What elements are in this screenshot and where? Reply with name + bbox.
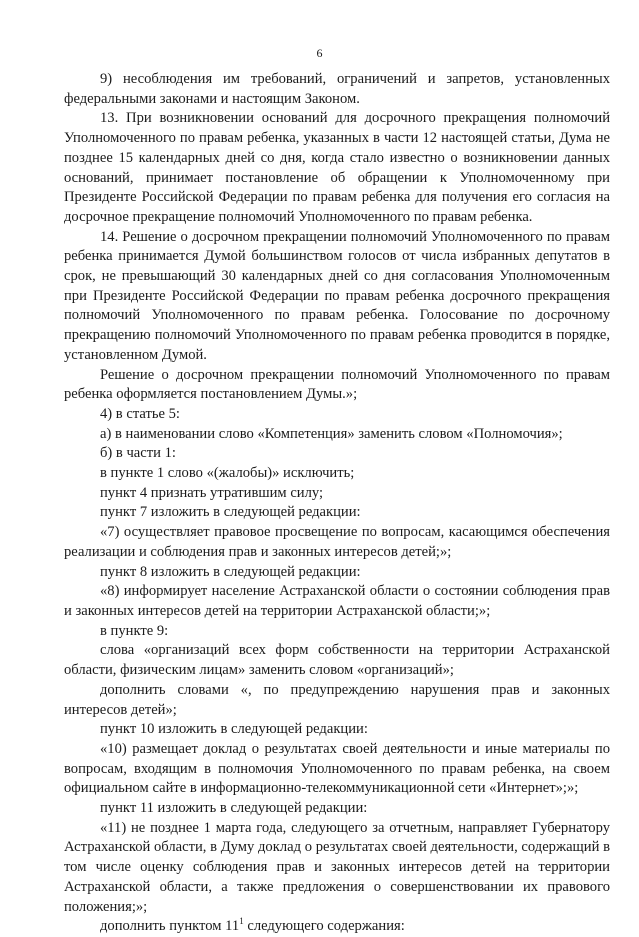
paragraph-point-7-text: «7) осуществляет правовое просвещение по вопросам, касающимся обеспечения реализации и соблюдения прав и законных интересов детей;»;: [64, 524, 610, 560]
paragraph-a: а) в наименовании слово «Компетенция» заменить словом «Полномочия»;: [100, 425, 563, 442]
paragraph-point-11-1-intro: [64, 917, 610, 937]
paragraph-article-5: 4) в статье 5:: [100, 405, 180, 422]
paragraph-point-10-text: «10) размещает доклад о результатах своей деятельности и иные материалы по вопросам, входящим в полномочия Уполномоченного по правам ребенка, на своем официальном сайте в информационно-телекоммуникационной сети «Интернет»;»;: [64, 740, 610, 797]
paragraph-item-9: 9) несоблюдения им требований, ограничений и запретов, установленных федеральными законами и настоящим Законом.: [64, 71, 610, 107]
paragraph-point-4: пункт 4 признать утратившим силу;: [100, 484, 324, 501]
paragraph-point-8-intro: пункт 8 изложить в следующей редакции:: [100, 563, 361, 580]
document-body: [64, 70, 610, 937]
paragraph-point-9-words: слова «организаций всех форм собственности на территории Астраханской области, физическим лицам» заменить словом «организаций»;: [64, 642, 610, 679]
paragraph-point-8-text: «8) информирует население Астраханской области о состоянии соблюдения прав и законных интересов детей на территории Астраханской области;»;: [64, 583, 610, 619]
superscript: 1: [239, 916, 244, 927]
page-number: 6: [316, 46, 323, 60]
paragraph-point-7-intro: пункт 7 изложить в следующей редакции:: [100, 504, 361, 521]
paragraph-point-11-intro: пункт 11 изложить в следующей редакции:: [100, 800, 368, 817]
paragraph-part-13: 13. При возникновении оснований для досрочного прекращения полномочий Уполномоченного по правам ребенка, указанных в части 12 настоящей статьи, Дума не позднее 15 календарных дней со дня, когда стало известно о возникновении данных оснований, принимает постановление об обращении к Уполномоченному при Президенте Российской Федерации по правам ребенка для получения его согласия на досрочное прекращение полномочий Уполномоченного по правам ребенка.: [64, 110, 610, 225]
paragraph-text: дополнить пунктом 11: [100, 918, 240, 935]
paragraph-b: б) в части 1:: [100, 445, 176, 462]
paragraph-point-9-addition: дополнить словами «, по предупреждению нарушения прав и законных интересов детей»;: [64, 681, 610, 718]
paragraph-text: следующего содержания:: [243, 918, 405, 935]
paragraph-part-14: 14. Решение о досрочном прекращении полномочий Уполномоченного по правам ребенка принимается Думой большинством голосов от числа избранных депутатов в срок, не превышающий 30 календарных дней со дня согласования Уполномоченным при Президенте Российской Федерации по правам ребенка досрочного прекращения полномочий Уполномоченного по правам ребенка. Голосование по досрочному прекращению полномочий Уполномоченного по правам ребенка проводится в порядке, установленном Думой.: [64, 228, 610, 363]
paragraph-point-9-intro: в пункте 9:: [100, 622, 169, 639]
paragraph-point-11-text: «11) не позднее 1 марта года, следующего за отчетным, направляет Губернатору Астраханской области, в Думу доклад о результатах своей деятельности, содержащий в том числе оценку соблюдения прав и законных интересов детей на территории Астраханской области, а также предложения о совершенствовании их правового положения;»;: [64, 819, 610, 915]
paragraph-decision-form: Решение о досрочном прекращении полномочий Уполномоченного по правам ребенка оформляется постановлением Думы.»;: [64, 366, 610, 403]
paragraph-point-1: в пункте 1 слово «(жалобы)» исключить;: [100, 465, 355, 482]
paragraph-point-10-intro: пункт 10 изложить в следующей редакции:: [100, 721, 368, 738]
